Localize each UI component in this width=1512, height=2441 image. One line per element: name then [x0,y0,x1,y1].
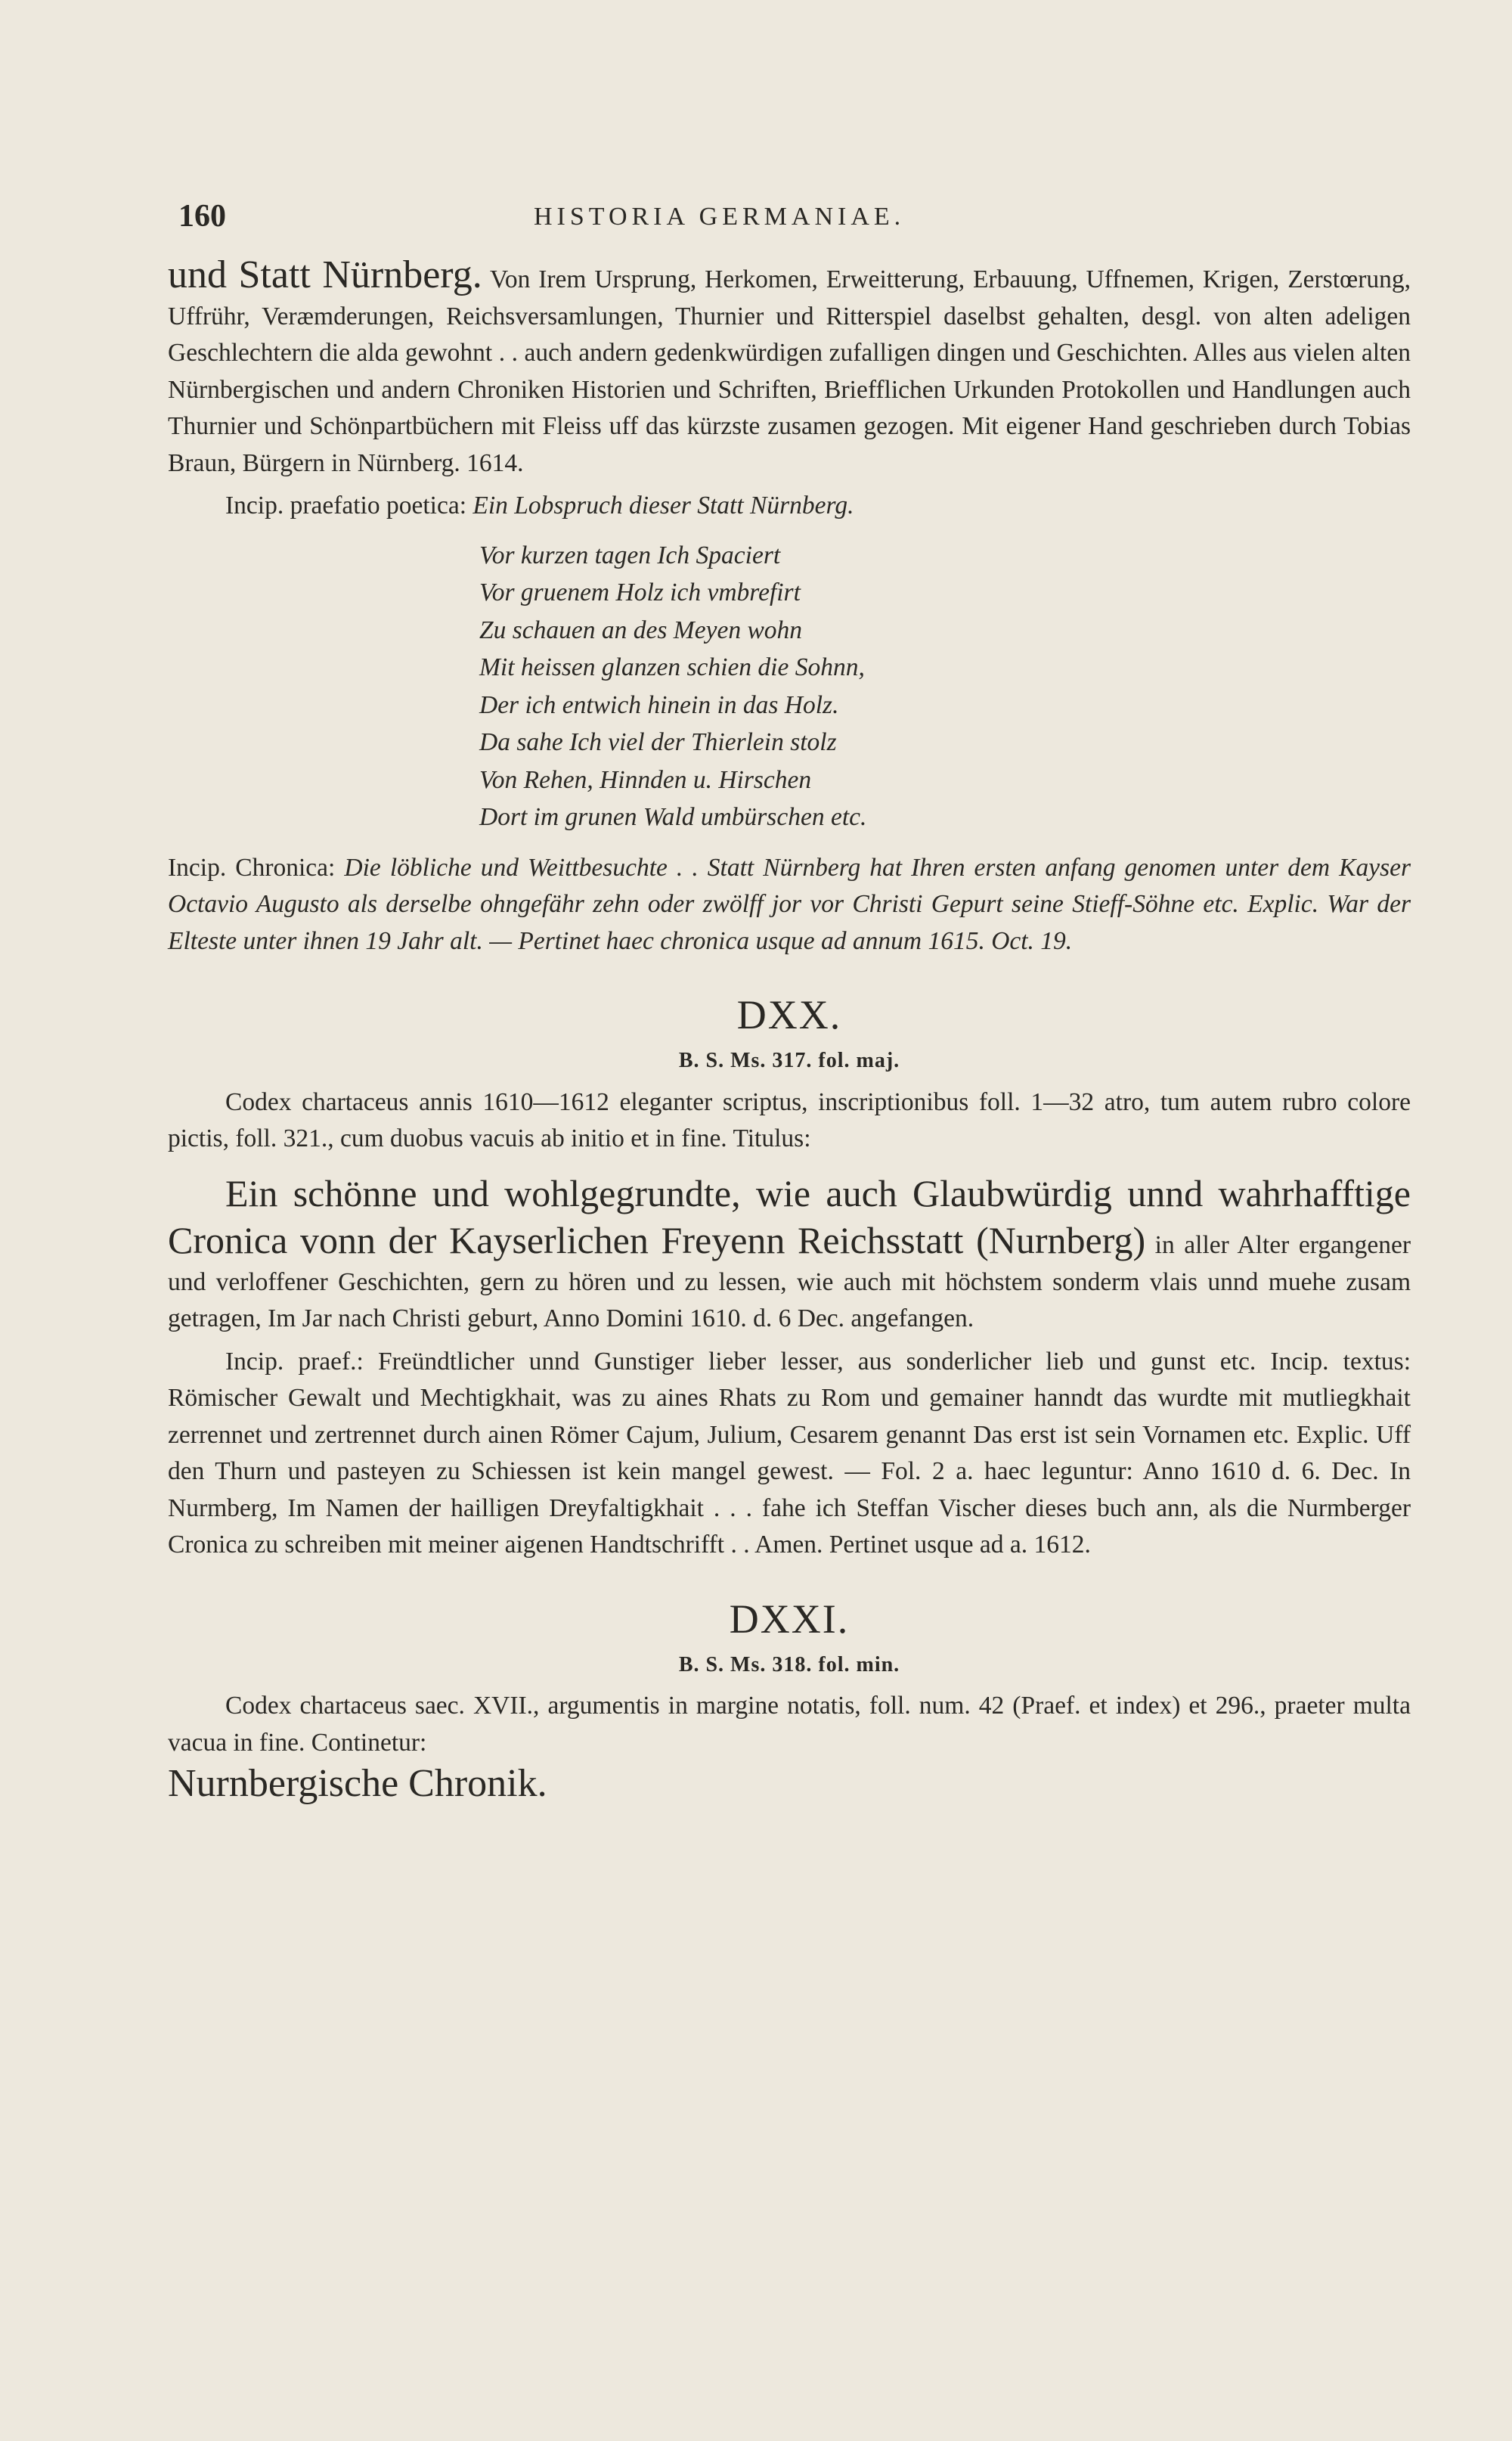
description-dxxi: Codex chartaceus saec. XVII., argumentis in margine notatis, foll. num. 42 (Praef. et index) et 296., praeter multa vacua in fine. Continetur: [168,1692,1411,1757]
poem-line: Da sahe Ich viel der Thierlein stolz [479,728,837,756]
running-title: HISTORIA GERMANIAE. [534,203,906,231]
title-dxxi-large: Nurnbergische Chronik. [168,1762,547,1805]
poem-line: Vor kurzen tagen Ich Spaciert [479,541,781,569]
poem-line: Dort im grunen Wald umbürschen etc. [479,803,867,831]
incipit-praefatio-text: Ein Lobspruch dieser Statt Nürnberg. [472,492,854,520]
poem [479,537,1411,836]
title-dxx-small: in aller Alter ergangener und verloffener Geschichten, gern zu hören und zu lessen, wie auch mit höchstem sonderm vlais unnd muehe zusam getragen, Im Jar nach Christi geburt, Anno Domini 1610. d. 6 Dec. angefangen. [168,1231,1411,1332]
incipit-praefatio [168,488,1411,525]
incipit-chronica-text: Die löbliche und Weittbesuchte . . Statt Nürnberg hat Ihren ersten anfang genomen unter dem Kayser Octavio Augusto als derselbe ohngefähr zehn oder zwölff jor vor Christi Gepurt seine Stieff-Söhne etc. Explic. War der Elteste unter ihnen 19 Jahr alt. — Pertinet haec chronica usque ad annum 1615. Oct. 19. [168,853,1411,955]
incipit-chronica-label: Incip. Chronica: [168,853,336,882]
entry-number-dxxi: DXXI. [729,1596,850,1642]
page-number: 160 [178,199,226,234]
title-dxx-large: Ein schönne und wohlgegrundte, wie auch Glaubwürdig unnd wahrhafftige Cronica vonn der Kayserlichen Freyenn Reichsstatt (Nurnberg) [168,1171,1411,1261]
entry-continuation-title [168,253,1411,482]
poem-line: Mit heissen glanzen schien die Sohnn, [479,653,865,681]
poem-line: Zu schauen an des Meyen wohn [479,616,803,644]
incipit-praefatio-label: Incip. praefatio poetica: [225,492,467,520]
title-dxx [168,1170,1411,1338]
poem-line: Der ich entwich hinein in das Holz. [479,690,839,719]
incipit-chronica [168,850,1411,960]
incipit-dxx: Incip. praef.: Freündtlicher unnd Gunstiger lieber lesser, aus sonderlicher lieb und gunst etc. Incip. textus: Römischer Gewalt und Mechtigkhait, was zu aines Rhats zu Rom und gemainer hanndt das wurdte mit mutliegkhait zerrennet und zertrennet durch ainen Römer Cajum, Julium, Cesarem genannt Das erst ist sein Vornamen etc. Explic. Uff den Thurn und pasteyen zu Schiessen ist kein mangel gewest. — Fol. 2 a. haec leguntur: Anno 1610 d. 6. Dec. In Nurmberg, Im Namen der hailligen Dreyfaltigkhait . . . fahe ich Steffan Vischer dieses buch ann, als die Nurmberger Cronica zu schreiben mit meiner aigenen Handtschrifft . . Amen. Pertinet usque ad a. 1612. [168,1347,1411,1559]
shelfmark-dxx: B. S. Ms. 317. fol. maj. [678,1049,900,1072]
page-header [178,198,1418,243]
page-body [168,253,1411,1807]
poem-line: Vor gruenem Holz ich vmbrefirt [479,578,801,606]
title-continuation-text: Von Irem Ursprung, Herkomen, Erweitterung, Erbauung, Uffnemen, Krigen, Zerstœrung, Uffrühr, Veræmderungen, Reichsversamlungen, Thurnier und Ritterspiel daselbst gehalten, desgl. von alten adeligen Geschlechtern die alda gewohnt . . auch andern gedenkwürdigen zufalligen dingen und Geschichten. Alles aus vielen alten Nürnbergischen und andern Chroniken Historien und Schriften, Briefflichen Urkunden Protokollen und Handlungen auch Thurnier und Schönpartbüchern mit Fleiss uff das kürzste zusamen gezogen. Mit eigener Hand geschrieben durch Tobias Braun, Bürgern in Nürnberg. 1614. [168,265,1411,477]
title-continuation-large: und Statt Nürnberg. [168,253,482,296]
entry-number-dxx: DXX. [736,992,842,1038]
description-dxx: Codex chartaceus annis 1610—1612 eleganter scriptus, inscriptionibus foll. 1—32 atro, tum autem rubro colore pictis, foll. 321., cum duobus vacuis ab initio et in fine. Titulus: [168,1087,1411,1152]
shelfmark-dxxi: B. S. Ms. 318. fol. min. [678,1652,900,1676]
poem-line: Von Rehen, Hinnden u. Hirschen [479,765,812,794]
title-dxxi [168,1761,1411,1807]
